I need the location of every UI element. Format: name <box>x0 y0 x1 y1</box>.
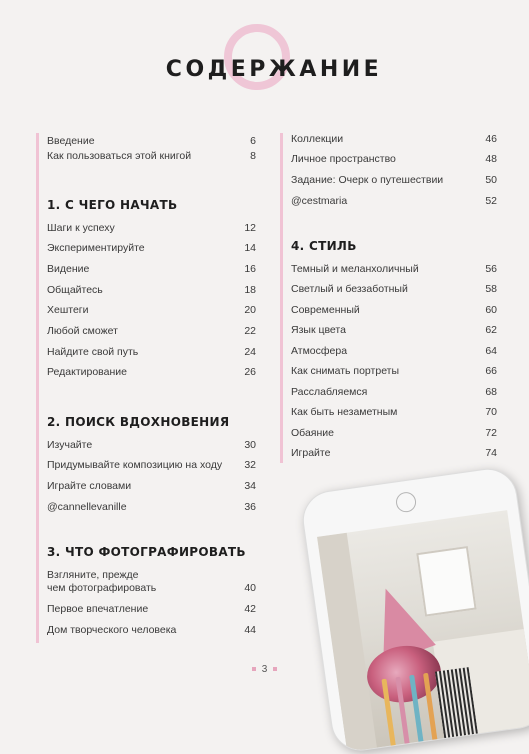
entry-page: 56 <box>485 263 497 275</box>
entry-label: Любой сможет <box>47 325 118 337</box>
section-heading-3: 3. ЧТО ФОТОГРАФИРОВАТЬ <box>47 545 246 559</box>
entry-label: Как быть незаметным <box>291 406 398 418</box>
entry-page: 22 <box>244 325 256 337</box>
toc-entry[interactable] <box>291 406 497 419</box>
entry-page: 32 <box>244 459 256 471</box>
entry-label: Темный и меланхоличный <box>291 263 419 275</box>
entry-page: 64 <box>485 345 497 357</box>
entry-label: Как пользоваться этой книгой <box>47 150 192 162</box>
entry-label: Найдите свой путь <box>47 346 139 358</box>
section-heading-1: 1. С ЧЕГО НАЧАТЬ <box>47 198 178 212</box>
entry-page: 48 <box>485 153 497 165</box>
entry-label: Введение <box>47 135 95 147</box>
toc-entry[interactable] <box>291 447 497 460</box>
entry-page: 36 <box>244 501 256 513</box>
entry-label: Расслабляемся <box>291 386 368 398</box>
entry-page: 42 <box>244 603 256 615</box>
toc-entry[interactable] <box>47 135 256 148</box>
entry-label: Общайтесь <box>47 284 103 296</box>
entry-label: Изучайте <box>47 439 93 451</box>
toc-entry[interactable] <box>47 439 256 452</box>
page-marker <box>273 667 277 671</box>
entry-page: 70 <box>485 406 497 418</box>
toc-entry[interactable] <box>47 569 256 595</box>
phone-photo <box>299 465 529 754</box>
entry-page: 68 <box>485 386 497 398</box>
entry-label: Обаяние <box>291 427 334 439</box>
toc-entry[interactable] <box>47 284 256 297</box>
toc-entry[interactable] <box>291 153 497 166</box>
entry-page: 44 <box>244 624 256 636</box>
entry-page: 62 <box>485 324 497 336</box>
section-heading-4: 4. СТИЛЬ <box>291 239 357 253</box>
entry-label: Видение <box>47 263 90 275</box>
toc-entry[interactable] <box>47 459 256 472</box>
toc-entry[interactable] <box>47 624 256 637</box>
entry-label: Шаги к успеху <box>47 222 115 234</box>
toc-entry[interactable] <box>47 501 256 514</box>
phone-camera <box>395 491 418 514</box>
entry-page: 14 <box>244 242 256 254</box>
entry-page: 46 <box>485 133 497 145</box>
left-accent-bar <box>36 133 39 643</box>
toc-entry[interactable] <box>47 346 256 359</box>
entry-label: Редактирование <box>47 366 127 378</box>
entry-label: @cestmaria <box>291 195 348 207</box>
entry-label: Первое впечатление <box>47 603 149 615</box>
toc-entry[interactable] <box>47 325 256 338</box>
entry-label-line: чем фотографировать <box>47 582 157 594</box>
toc-entry[interactable] <box>291 386 497 399</box>
entry-label: Дом творческого человека <box>47 624 177 636</box>
toc-entry[interactable] <box>47 603 256 616</box>
entry-label-line: Взгляните, прежде <box>47 569 139 581</box>
entry-page: 58 <box>485 283 497 295</box>
entry-label: Атмосфера <box>291 345 348 357</box>
entry-page: 24 <box>244 346 256 358</box>
toc-entry[interactable] <box>291 345 497 358</box>
entry-page: 66 <box>485 365 497 377</box>
entry-page: 34 <box>244 480 256 492</box>
entry-page: 12 <box>244 222 256 234</box>
toc-entry[interactable] <box>47 480 256 493</box>
page-number-text: 3 <box>261 664 268 675</box>
window-shape <box>416 546 476 617</box>
entry-page: 20 <box>244 304 256 316</box>
toc-entry[interactable] <box>291 304 497 317</box>
entry-page: 74 <box>485 447 497 459</box>
page-number <box>0 664 529 675</box>
entry-label: Как снимать портреты <box>291 365 400 377</box>
entry-label: Играйте словами <box>47 480 132 492</box>
entry-label: @cannellevanille <box>47 501 127 513</box>
entry-label: Светлый и беззаботный <box>291 283 408 295</box>
toc-entry[interactable] <box>47 304 256 317</box>
entry-page: 52 <box>485 195 497 207</box>
phone-screen-image <box>317 510 529 754</box>
toc-entry[interactable] <box>291 324 497 337</box>
toc-entry[interactable] <box>47 242 256 255</box>
toc-entry[interactable] <box>291 365 497 378</box>
toc-entry[interactable] <box>291 263 497 276</box>
entry-page: 18 <box>244 284 256 296</box>
entry-page: 72 <box>485 427 497 439</box>
entry-page: 16 <box>244 263 256 275</box>
entry-page: 30 <box>244 439 256 451</box>
entry-label <box>47 569 156 595</box>
entry-label: Хештеги <box>47 304 89 316</box>
entry-label: Задание: Очерк о путешествии <box>291 174 444 186</box>
toc-entry[interactable] <box>291 195 497 208</box>
entry-page: 26 <box>244 366 256 378</box>
entry-page: 8 <box>250 150 256 162</box>
entry-label: Коллекции <box>291 133 344 145</box>
toc-entry[interactable] <box>291 174 497 187</box>
page-marker <box>252 667 256 671</box>
toc-entry[interactable] <box>47 366 256 379</box>
entry-label: Современный <box>291 304 360 316</box>
entry-label: Придумывайте композицию на ходу <box>47 459 223 471</box>
toc-entry[interactable] <box>47 222 256 235</box>
entry-label: Личное пространство <box>291 153 396 165</box>
toc-entry[interactable] <box>291 133 497 146</box>
entry-label: Играйте <box>291 447 331 459</box>
toc-entry[interactable] <box>47 150 256 163</box>
entry-label: Язык цвета <box>291 324 346 336</box>
toc-entry[interactable] <box>291 283 497 296</box>
toc-entry[interactable] <box>291 427 497 440</box>
toc-entry[interactable] <box>47 263 256 276</box>
entry-page: 60 <box>485 304 497 316</box>
right-accent-bar <box>280 133 283 463</box>
wall-shape <box>317 533 379 754</box>
entry-label: Экспериментируйте <box>47 242 145 254</box>
page-title: СОДЕРЖАНИЕ <box>165 57 383 82</box>
entry-page: 40 <box>244 582 256 594</box>
entry-page: 50 <box>485 174 497 186</box>
section-heading-2: 2. ПОИСК ВДОХНОВЕНИЯ <box>47 415 230 429</box>
entry-page: 6 <box>250 135 256 147</box>
